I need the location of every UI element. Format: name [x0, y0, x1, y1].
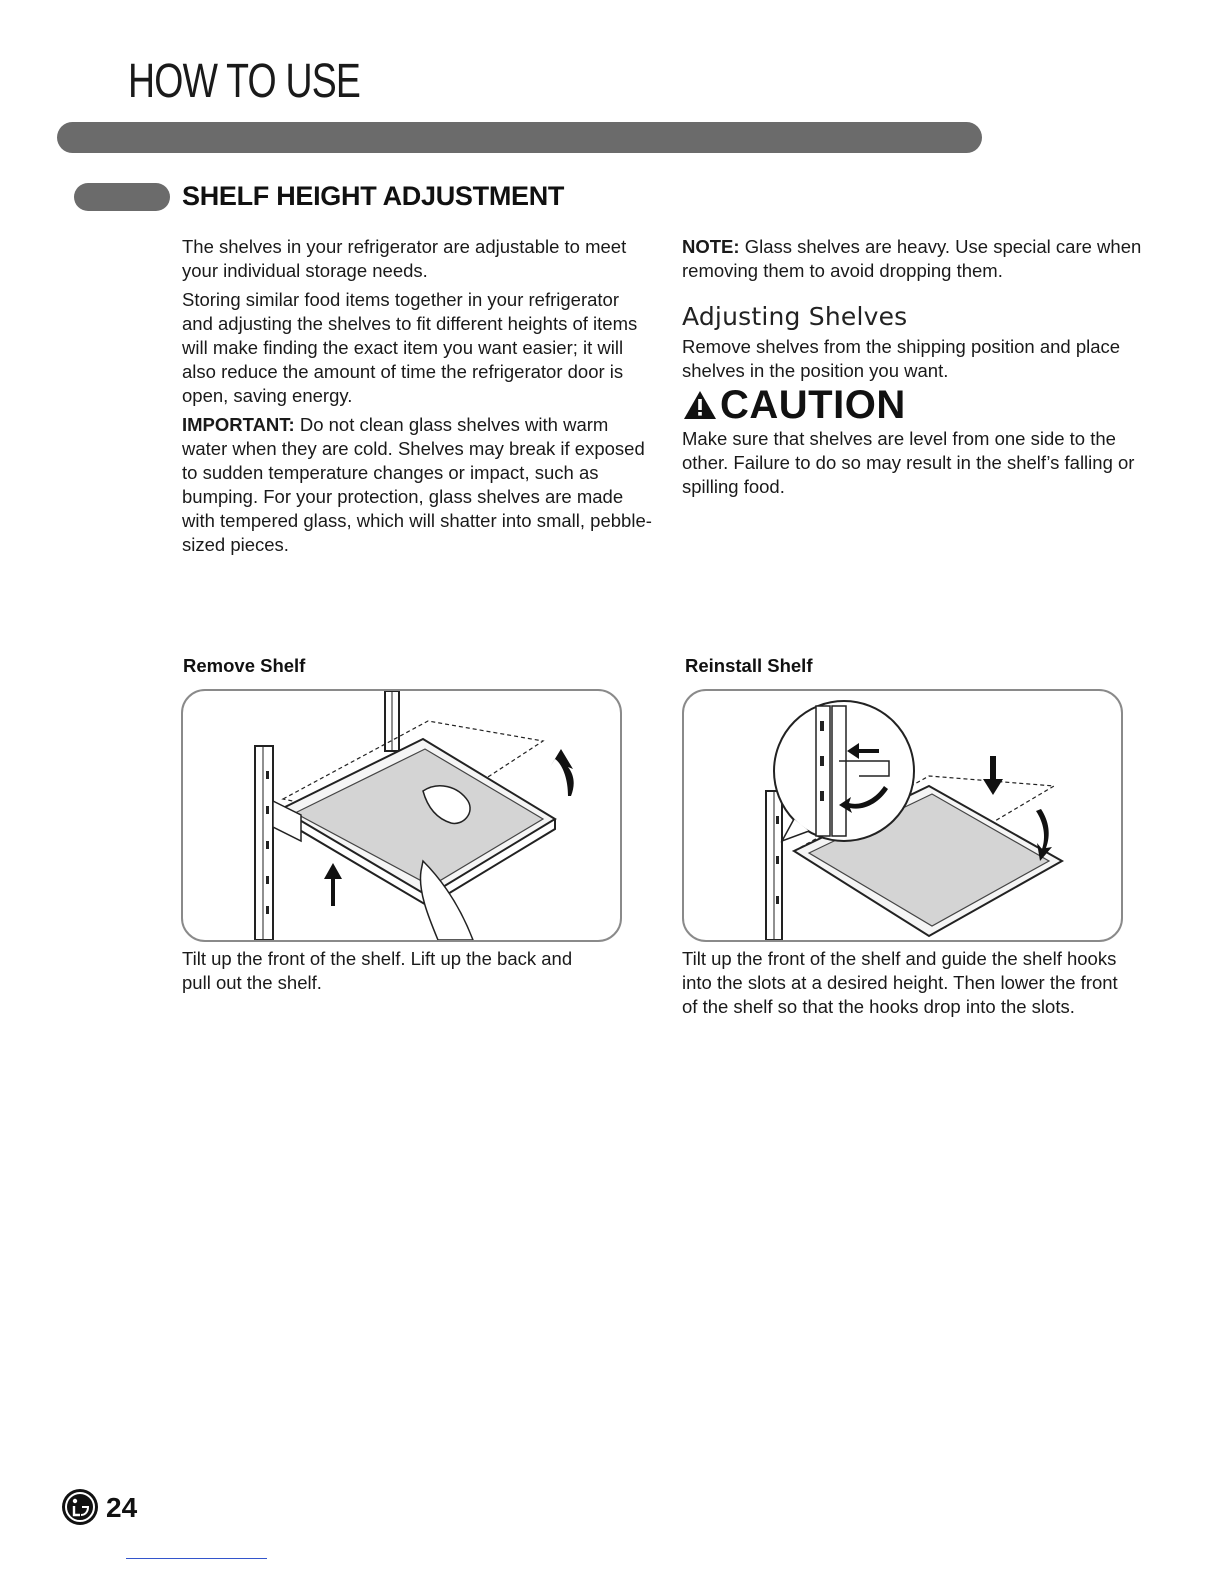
- reinstall-shelf-illustration: [682, 689, 1123, 942]
- important-paragraph: [182, 413, 652, 557]
- remove-shelf-caption: Tilt up the front of the shelf. Lift up the back and pull out the shelf.: [182, 948, 573, 993]
- important-label: IMPORTANT:: [182, 414, 295, 435]
- remove-shelf-drawing: [183, 691, 620, 940]
- caution-heading: [682, 383, 1162, 427]
- section-marker-pill: [74, 183, 170, 211]
- left-text-column: [182, 235, 652, 562]
- header-divider-bar: [57, 122, 982, 153]
- adjusting-shelves-heading: Adjusting Shelves: [682, 302, 908, 331]
- note-label: NOTE:: [682, 236, 740, 257]
- page-header-title: HOW TO USE: [128, 55, 361, 108]
- lg-logo-icon: [60, 1487, 100, 1527]
- storage-paragraph: Storing similar food items together in your refrigerator and adjusting the shelves to fit different heights of items will make finding the exact item you want easier; it will also reduce the amount of time the refrigerator door is open, saving energy.: [182, 289, 638, 406]
- reinstall-shelf-caption: Tilt up the front of the shelf and guide the shelf hooks into the slots at a desired height. Then lower the front of the shelf so that the hooks drop into the slots.: [682, 948, 1118, 1017]
- important-text: Do not clean glass shelves with warm water when they are cold. Shelves may break if exposed to sudden temperature changes or impact, such as bumping. For your protection, glass shelves are made with tempered glass, which will shatter into small, pebble-sized pieces.: [182, 414, 652, 555]
- page-number: 24: [106, 1492, 138, 1523]
- reinstall-shelf-label: Reinstall Shelf: [685, 655, 813, 676]
- remove-shelf-label: Remove Shelf: [183, 655, 306, 676]
- adjusting-paragraph: Remove shelves from the shipping position and place shelves in the position you want.: [682, 336, 1121, 381]
- intro-paragraph: The shelves in your refrigerator are adjustable to meet your individual storage needs.: [182, 236, 627, 281]
- section-title: SHELF HEIGHT ADJUSTMENT: [182, 181, 565, 211]
- reinstall-shelf-drawing: [684, 691, 1121, 940]
- note-paragraph: [682, 235, 1162, 283]
- caution-label: CAUTION: [720, 383, 906, 427]
- warning-triangle-icon: [682, 389, 718, 421]
- note-text: Glass shelves are heavy. Use special care when removing them to avoid dropping them.: [682, 236, 1142, 281]
- caution-paragraph: Make sure that shelves are level from one side to the other. Failure to do so may result in the shelf’s falling or spilling food.: [682, 428, 1135, 497]
- right-text-column: [682, 235, 1162, 504]
- footer-line: [126, 1558, 267, 1559]
- remove-shelf-illustration: [181, 689, 622, 942]
